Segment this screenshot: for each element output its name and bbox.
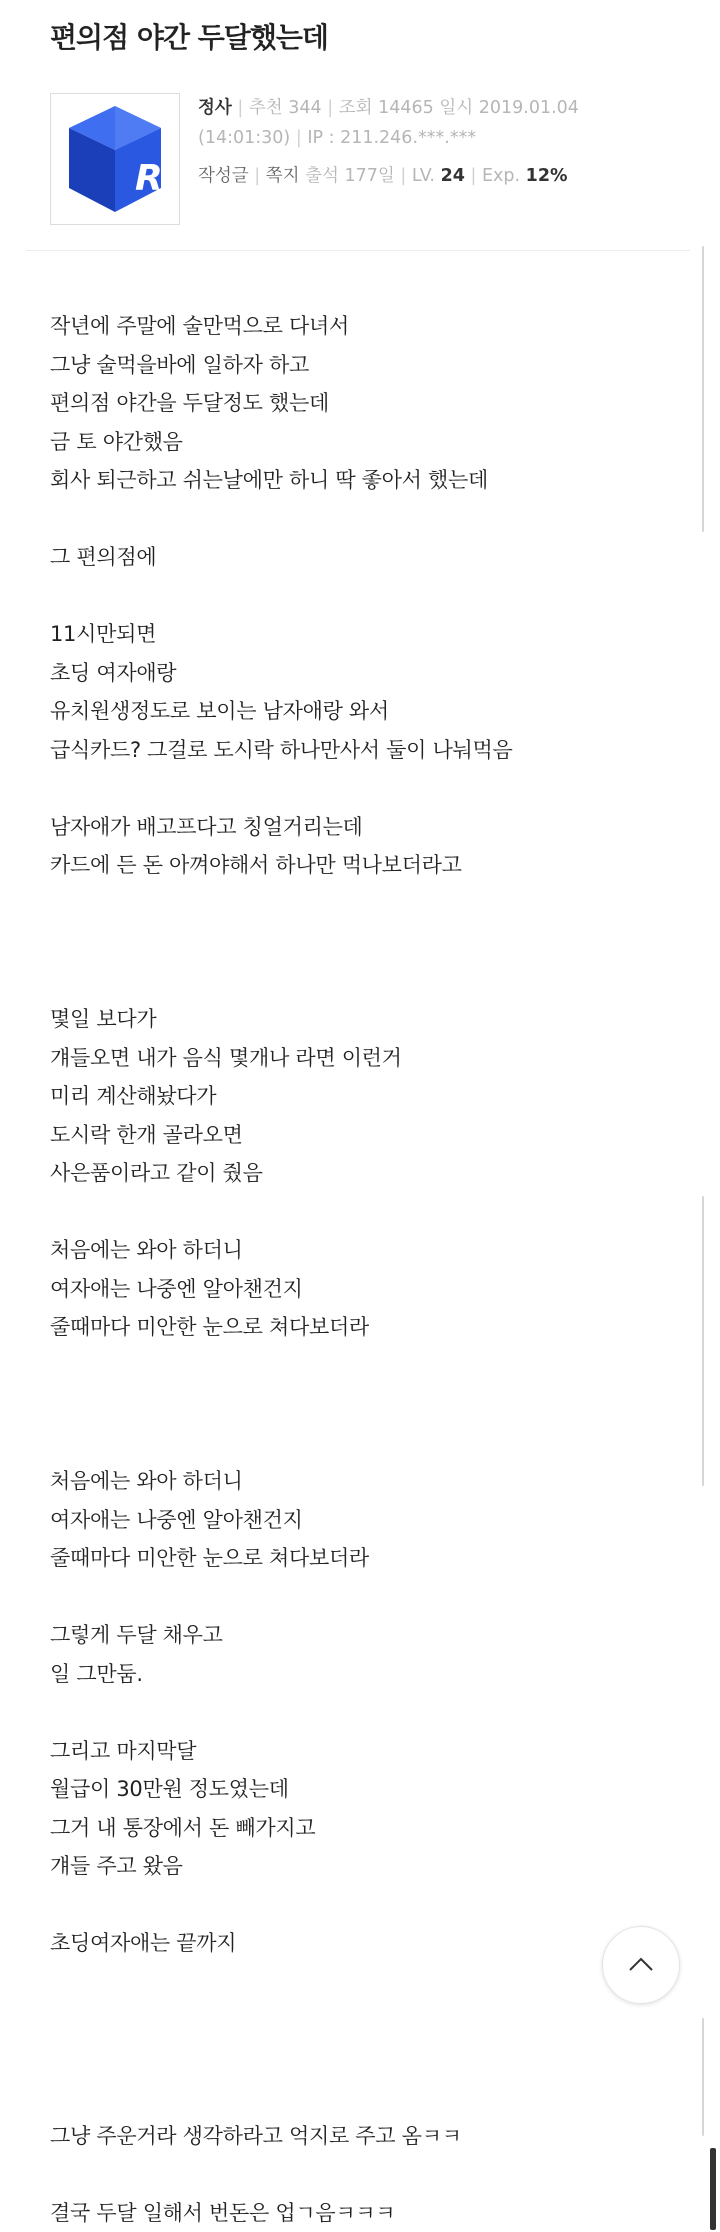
body-line: 급식카드? 그걸로 도시락 하나만사서 둘이 나눠먹음 (50, 731, 660, 770)
avatar-letter: R (135, 158, 163, 199)
post-body (50, 307, 660, 2232)
post-title: 편의점 야간 두달했는데 (50, 16, 328, 56)
exp-value: 12% (526, 166, 568, 186)
body-line: 일 그만둠. (50, 1655, 660, 1694)
blank-line (50, 1424, 660, 1463)
blank-line (50, 577, 660, 616)
recommend-count: 344 (288, 98, 321, 118)
body-line: 처음에는 와아 하더니 (50, 1231, 660, 1270)
body-line: 여자애는 나중엔 알아챈건지 (50, 1501, 660, 1540)
body-line: 초딩여자애는 끝까지 (50, 1924, 660, 1963)
body-line: 몇일 보다가 (50, 1000, 660, 1039)
body-line: 줄때마다 미안한 눈으로 쳐다보더라 (50, 1539, 660, 1578)
views-count: 14465 (378, 98, 434, 118)
author-avatar[interactable] (50, 93, 180, 225)
body-line: 남자애가 배고프다고 칭얼거리는데 (50, 808, 660, 847)
blank-line (50, 2155, 660, 2194)
blank-line (50, 500, 660, 539)
body-line: 11시만되면 (50, 615, 660, 654)
level-label: LV. (412, 166, 435, 186)
body-line: 결국 두달 일해서 번돈은 업ㄱ음ㅋㅋㅋ (50, 2194, 660, 2232)
body-line: 미리 계산해놨다가 (50, 1077, 660, 1116)
scrollbar-thumb[interactable] (710, 2148, 716, 2230)
body-line: 사은품이라고 같이 줬음 (50, 1154, 660, 1193)
scrollbar-track-segment (702, 1196, 704, 1486)
ip-label: IP : (307, 128, 334, 148)
meta-line-1: 정사 | 추천 344 | 조회 14465 일시 2019.01.04 (198, 94, 579, 119)
body-line: 회사 퇴근하고 쉬는날에만 하니 딱 좋아서 했는데 (50, 461, 660, 500)
scrollbar-track-segment (702, 2018, 704, 2136)
blank-line (50, 885, 660, 924)
blank-line (50, 1385, 660, 1424)
body-line: 작년에 주말에 술만먹으로 다녀서 (50, 307, 660, 346)
date-label: 일시 (439, 98, 473, 118)
body-line: 유치원생정도로 보이는 남자애랑 와서 (50, 692, 660, 731)
body-line: 걔들오면 내가 음식 몇개나 라면 이런거 (50, 1039, 660, 1078)
body-line: 걔들 주고 왔음 (50, 1847, 660, 1886)
exp-label: Exp. (482, 166, 520, 186)
body-line: 그냥 술먹을바에 일하자 하고 (50, 346, 660, 385)
blank-line (50, 769, 660, 808)
body-line: 월급이 30만원 정도였는데 (50, 1770, 660, 1809)
ip-value: 211.246.***.*** (340, 128, 476, 148)
body-line: 그냥 주운거라 생각하라고 억지로 주고 옴ㅋㅋ (50, 2117, 660, 2156)
body-line: 카드에 든 돈 아껴야해서 하나만 먹나보더라고 (50, 846, 660, 885)
body-line: 도시락 한개 골라오면 (50, 1116, 660, 1155)
attendance-count: 출석 177일 (305, 166, 395, 186)
blank-line (50, 1693, 660, 1732)
blank-line (50, 2040, 660, 2079)
author-posts-link[interactable]: 작성글 (198, 166, 249, 186)
body-line: 줄때마다 미안한 눈으로 쳐다보더라 (50, 1308, 660, 1347)
blank-line (50, 2078, 660, 2117)
body-line: 편의점 야간을 두달정도 했는데 (50, 384, 660, 423)
body-line: 금 토 야간했음 (50, 423, 660, 462)
body-line: 그거 내 통장에서 돈 빼가지고 (50, 1809, 660, 1848)
meta-line-2: (14:01:30) | IP : 211.246.***.*** (198, 128, 476, 148)
blank-line (50, 1578, 660, 1617)
body-line: 그리고 마지막달 (50, 1732, 660, 1771)
blank-line (50, 1886, 660, 1925)
author-name[interactable]: 정사 (198, 98, 232, 118)
meta-line-3: 작성글 | 쪽지 출석 177일 | LV. 24 | Exp. 12% (198, 162, 568, 187)
body-line: 그 편의점에 (50, 538, 660, 577)
body-line: 초딩 여자애랑 (50, 654, 660, 693)
blank-line (50, 1347, 660, 1386)
blank-line (50, 1193, 660, 1232)
scrollbar-track-segment (702, 246, 704, 532)
send-message-link[interactable]: 쪽지 (266, 166, 300, 186)
scroll-to-top-button[interactable] (602, 1926, 680, 2004)
views-label: 조회 (339, 98, 373, 118)
recommend-label: 추천 (249, 98, 283, 118)
post-date: 2019.01.04 (479, 98, 579, 118)
body-line: 그렇게 두달 채우고 (50, 1616, 660, 1655)
blank-line (50, 962, 660, 1001)
level-value: 24 (441, 166, 465, 186)
body-line: 처음에는 와아 하더니 (50, 1462, 660, 1501)
blank-line (50, 923, 660, 962)
header-divider (26, 250, 690, 251)
blue-cube-logo-icon (51, 94, 179, 224)
post-time: (14:01:30) (198, 128, 290, 148)
arrow-up-icon (627, 1951, 655, 1979)
body-line: 여자애는 나중엔 알아챈건지 (50, 1270, 660, 1309)
